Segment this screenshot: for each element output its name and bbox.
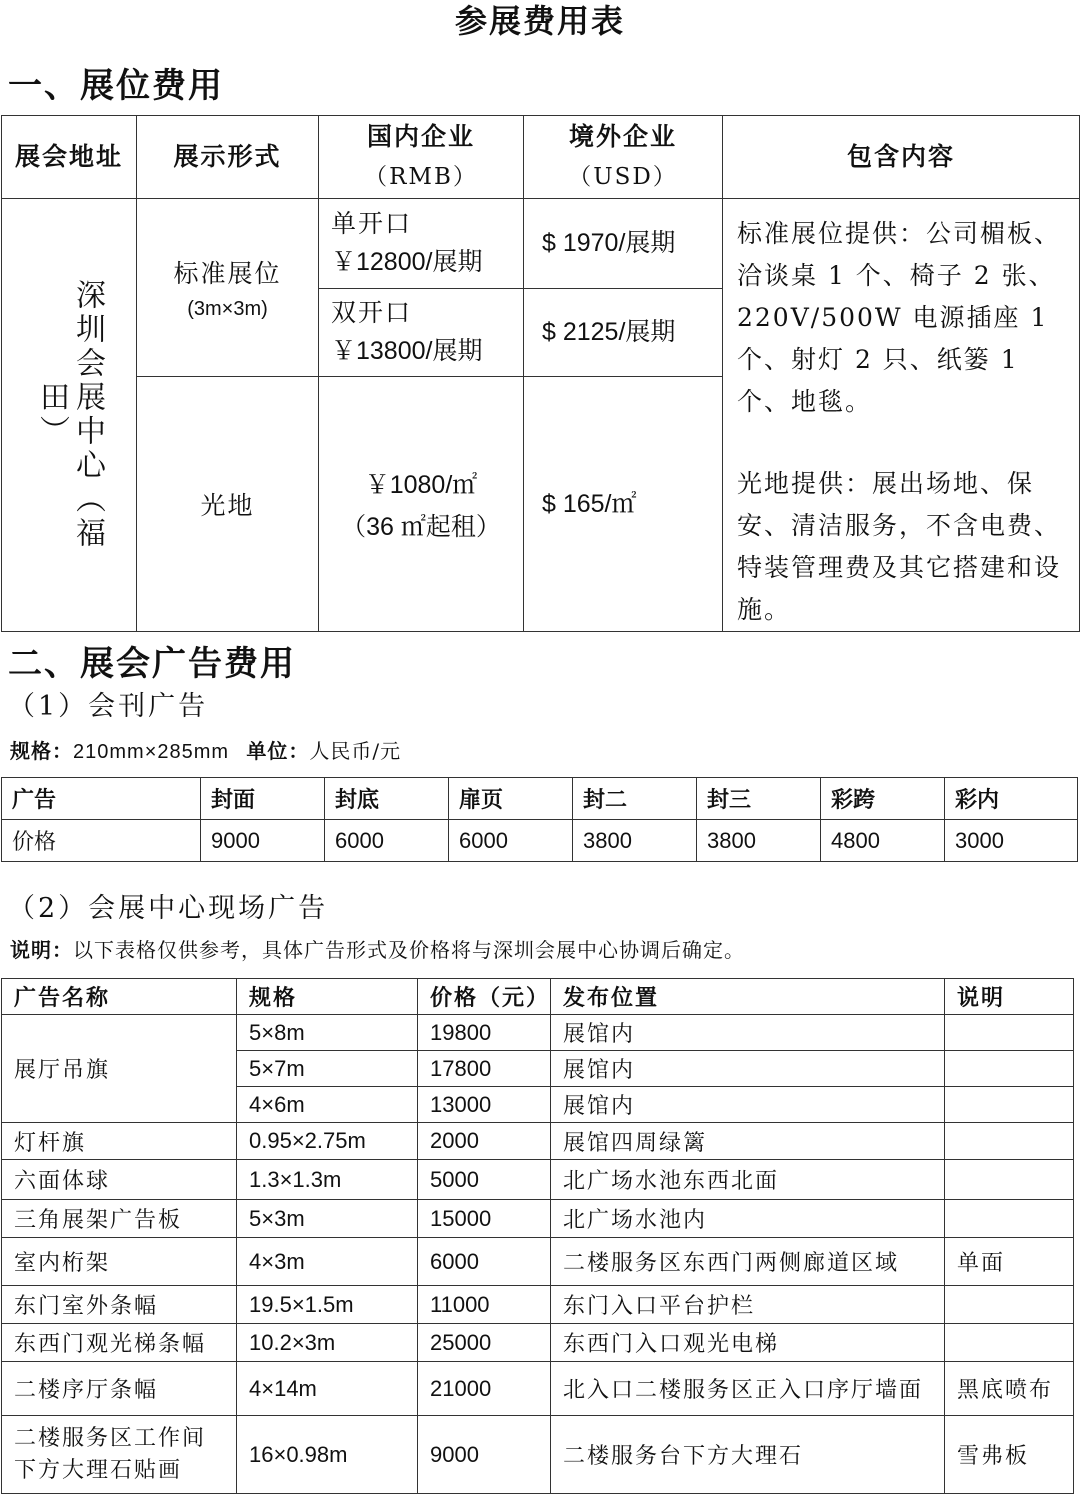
note-cell xyxy=(945,1015,1074,1051)
single-open-price xyxy=(319,199,524,289)
price-cell: 5000 xyxy=(418,1160,551,1200)
onsite-header-cell: 发布位置 xyxy=(551,979,945,1015)
magazine-header-cell: 封底 xyxy=(325,778,449,820)
onsite-header-cell: 价格（元） xyxy=(418,979,551,1015)
spec-cell: 1.3×1.3m xyxy=(237,1160,418,1200)
magazine-price-cell: 3800 xyxy=(697,820,821,862)
table-row xyxy=(2,1362,1074,1416)
name-cell: 灯杆旗 xyxy=(2,1123,237,1160)
magazine-price-cell: 6000 xyxy=(449,820,573,862)
section-heading-booth: 一、展位费用 xyxy=(8,66,224,106)
included-raw: 光地提供：展出场地、保安、清洁服务，不含电费、特装管理费及其它搭建和设施。 xyxy=(737,469,1062,624)
hall-banner-name: 展厅吊旗 xyxy=(2,1015,237,1123)
note-cell xyxy=(945,1123,1074,1160)
header-domestic-label: 国内企业 xyxy=(366,122,475,151)
location-cell: 展馆内 xyxy=(551,1087,945,1123)
table-row xyxy=(2,1238,1074,1286)
price-cell: 11000 xyxy=(418,1286,551,1324)
note-cell: 单面 xyxy=(945,1238,1074,1286)
section-heading-ads: 二、展会广告费用 xyxy=(8,644,296,684)
note-text: 以下表格仅供参考，具体广告形式及价格将与深圳会展中心协调后确定。 xyxy=(73,938,745,962)
subheading-magazine: （1）会刊广告 xyxy=(8,691,209,722)
header-form: 展示形式 xyxy=(137,116,319,199)
magazine-price-row xyxy=(2,820,1078,862)
note-cell: 雪弗板 xyxy=(945,1416,1074,1494)
name-cell: 室内桁架 xyxy=(2,1238,237,1286)
table-row xyxy=(2,1160,1074,1200)
magazine-header-cell: 封三 xyxy=(697,778,821,820)
name-cell: 三角展架广告板 xyxy=(2,1200,237,1238)
magazine-price-cell: 6000 xyxy=(325,820,449,862)
price-cell: 21000 xyxy=(418,1362,551,1416)
raw-space-rmb-price: ￥1080/㎡ xyxy=(364,471,478,500)
location-cell: 东门入口平台护栏 xyxy=(551,1286,945,1324)
note-cell xyxy=(945,1160,1074,1200)
spec-value: 210mm×285mm xyxy=(73,741,230,763)
magazine-header-cell: 广告 xyxy=(2,778,201,820)
location-cell: 东西门入口观光电梯 xyxy=(551,1324,945,1362)
unit-label: 单位： xyxy=(246,739,310,763)
name-cell: 东西门观光梯条幅 xyxy=(2,1324,237,1362)
standard-booth-label: 标准展位 xyxy=(173,259,282,289)
magazine-header-cell: 封二 xyxy=(573,778,697,820)
header-foreign xyxy=(524,116,723,199)
price-cell: 19800 xyxy=(418,1015,551,1051)
onsite-header-row xyxy=(2,979,1074,1015)
magazine-price-cell: 3000 xyxy=(945,820,1078,862)
location-cell: 展馆内 xyxy=(551,1051,945,1087)
unit-value: 人民币/元 xyxy=(309,739,402,763)
spec-cell: 4×3m xyxy=(237,1238,418,1286)
spec-label: 规格： xyxy=(10,739,73,763)
onsite-ad-table xyxy=(1,978,1074,1494)
note-cell xyxy=(945,1286,1074,1324)
magazine-price-cell: 4800 xyxy=(821,820,945,862)
note-cell xyxy=(945,1051,1074,1087)
raw-space-rmb xyxy=(319,377,524,632)
double-open-usd: $ 2125/展期 xyxy=(524,288,723,377)
header-foreign-unit: （USD） xyxy=(568,164,678,190)
magazine-ad-table xyxy=(1,777,1078,862)
onsite-note xyxy=(10,934,745,963)
table-row xyxy=(2,1123,1074,1160)
magazine-header-cell: 封面 xyxy=(201,778,325,820)
name-cell: 东门室外条幅 xyxy=(2,1286,237,1324)
spec-cell: 5×3m xyxy=(237,1200,418,1238)
table-row xyxy=(2,1416,1074,1494)
standard-booth-size: (3m×3m) xyxy=(187,298,268,321)
magazine-price-cell: 3800 xyxy=(573,820,697,862)
venue-address-text: 深圳会展中心（福田） xyxy=(34,279,105,551)
note-cell: 黑底喷布 xyxy=(945,1362,1074,1416)
note-cell xyxy=(945,1087,1074,1123)
onsite-header-cell: 规格 xyxy=(237,979,418,1015)
price-cell: 6000 xyxy=(418,1238,551,1286)
location-cell: 展馆四周绿篱 xyxy=(551,1123,945,1160)
included-content xyxy=(723,199,1080,632)
note-cell xyxy=(945,1200,1074,1238)
name-cell: 二楼序厅条幅 xyxy=(2,1362,237,1416)
note-label: 说明： xyxy=(10,938,73,962)
single-open-rmb: ￥12800/展期 xyxy=(331,248,483,277)
location-cell: 北广场水池东西北面 xyxy=(551,1160,945,1200)
location-cell: 北广场水池内 xyxy=(551,1200,945,1238)
magazine-header-cell: 彩跨 xyxy=(821,778,945,820)
magazine-spec xyxy=(10,735,401,764)
spec-cell: 0.95×2.75m xyxy=(237,1123,418,1160)
name-cell: 二楼服务区工作间下方大理石贴画 xyxy=(2,1416,237,1494)
header-foreign-label: 境外企业 xyxy=(568,122,677,151)
raw-space-usd: $ 165/㎡ xyxy=(524,377,723,632)
header-includes: 包含内容 xyxy=(723,116,1080,199)
magazine-price-cell: 价格 xyxy=(2,820,201,862)
header-address: 展会地址 xyxy=(2,116,137,199)
note-cell xyxy=(945,1324,1074,1362)
raw-space: 光地 xyxy=(137,377,319,632)
header-domestic-unit: （RMB） xyxy=(364,164,478,190)
venue-address xyxy=(2,199,137,632)
location-cell: 二楼服务台下方大理石 xyxy=(551,1416,945,1494)
onsite-header-cell: 广告名称 xyxy=(2,979,237,1015)
onsite-header-cell: 说明 xyxy=(945,979,1074,1015)
standard-booth xyxy=(137,199,319,377)
raw-space-rmb-note: （36 ㎡起租） xyxy=(341,513,501,542)
price-cell: 9000 xyxy=(418,1416,551,1494)
double-open-price xyxy=(319,288,524,377)
spec-cell: 16×0.98m xyxy=(237,1416,418,1494)
magazine-header-cell: 扉页 xyxy=(449,778,573,820)
double-open-rmb: ￥13800/展期 xyxy=(331,337,483,366)
location-cell: 北入口二楼服务区正入口序厅墙面 xyxy=(551,1362,945,1416)
magazine-price-cell: 9000 xyxy=(201,820,325,862)
location-cell: 展馆内 xyxy=(551,1015,945,1051)
spec-cell: 4×14m xyxy=(237,1362,418,1416)
single-open-label: 单开口 xyxy=(331,209,413,239)
table-row xyxy=(2,1200,1074,1238)
name-cell: 六面体球 xyxy=(2,1160,237,1200)
magazine-header-row xyxy=(2,778,1078,820)
price-cell: 25000 xyxy=(418,1324,551,1362)
subheading-onsite: （2）会展中心现场广告 xyxy=(8,893,329,924)
table-row xyxy=(2,1324,1074,1362)
location-cell: 二楼服务区东西门两侧廊道区域 xyxy=(551,1238,945,1286)
magazine-header-cell: 彩内 xyxy=(945,778,1078,820)
spec-cell: 5×8m xyxy=(237,1015,418,1051)
table-row xyxy=(2,1015,1074,1051)
booth-fee-table xyxy=(1,115,1080,632)
header-domestic xyxy=(319,116,524,199)
spec-cell: 5×7m xyxy=(237,1051,418,1087)
spec-cell: 4×6m xyxy=(237,1087,418,1123)
single-open-usd: $ 1970/展期 xyxy=(524,199,723,289)
table-row xyxy=(2,1286,1074,1324)
spec-cell: 19.5×1.5m xyxy=(237,1286,418,1324)
price-cell: 2000 xyxy=(418,1123,551,1160)
price-cell: 13000 xyxy=(418,1087,551,1123)
spec-cell: 10.2×3m xyxy=(237,1324,418,1362)
included-standard: 标准展位提供：公司楣板、洽谈桌 1 个、椅子 2 张、220V/500W 电源插座 1 个、射灯 2 只、纸篓 1 个、地毯。 xyxy=(737,219,1062,416)
double-open-label: 双开口 xyxy=(331,298,413,328)
price-cell: 15000 xyxy=(418,1200,551,1238)
booth-table-header xyxy=(2,116,1080,199)
page-title: 参展费用表 xyxy=(454,2,625,40)
price-cell: 17800 xyxy=(418,1051,551,1087)
